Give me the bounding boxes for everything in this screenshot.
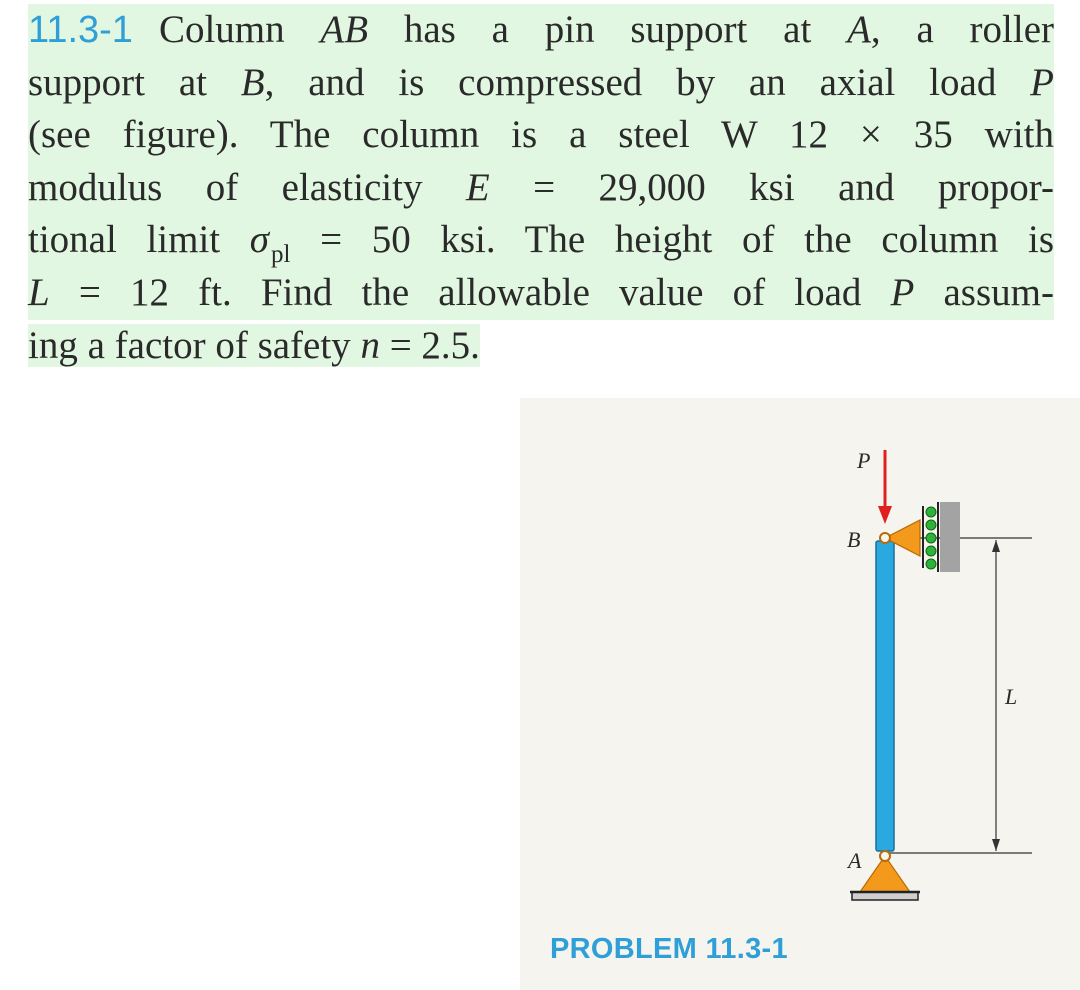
text-run: modulus of elasticity	[28, 165, 466, 209]
text-run: , a roller	[870, 8, 1055, 51]
variable: n	[360, 323, 380, 367]
problem-line-6-text	[28, 267, 1054, 320]
pin-a	[880, 851, 890, 861]
problem-line-7-text	[28, 324, 480, 367]
problem-figure	[520, 398, 1080, 990]
length-label: L	[1005, 684, 1018, 709]
roller-wall-shade	[940, 502, 960, 572]
column	[876, 541, 894, 851]
load-arrow-head	[878, 506, 892, 524]
dimension-arrow-top	[992, 540, 1000, 552]
problem-line-1	[28, 4, 1054, 57]
variable: σ	[249, 218, 270, 262]
subscript: pl	[271, 241, 291, 269]
problem-line-4	[28, 162, 1054, 215]
dimension-arrow-bottom	[992, 839, 1000, 851]
pin-b	[880, 533, 890, 543]
problem-line-2-text	[28, 57, 1054, 110]
support-b-label: B	[847, 527, 861, 552]
column-diagram	[520, 398, 1080, 990]
problem-line-2	[28, 57, 1054, 110]
problem-line-5	[28, 214, 1054, 267]
text-run: support at	[28, 60, 241, 104]
variable: E	[465, 165, 490, 209]
variable: P	[1030, 60, 1054, 104]
roller-5	[926, 559, 936, 569]
text-run: ing a factor of safety	[28, 323, 361, 367]
text-run: assum-	[914, 270, 1054, 314]
text-run: = 29,000 ksi and propor-	[489, 165, 1054, 209]
text-run: , and is compressed by an axial load	[264, 60, 1031, 104]
load-label: P	[857, 448, 871, 473]
text-run: (see figure). The column is a steel W 12 × 35 with	[28, 113, 1054, 157]
text-run: = 2.5.	[379, 323, 480, 367]
variable: L	[28, 270, 50, 314]
problem-line-3-text	[28, 109, 1054, 162]
problem-line-7	[28, 320, 1054, 373]
problem-number: 11.3-1	[28, 9, 133, 51]
problem-statement	[28, 4, 1054, 372]
roller-3	[926, 533, 936, 543]
variable: AB	[320, 8, 369, 51]
variable: B	[240, 60, 265, 104]
problem-line-4-text	[28, 162, 1054, 215]
figure-caption: PROBLEM 11.3-1	[550, 933, 788, 965]
problem-line-1-text	[159, 8, 1054, 51]
roller-1	[926, 507, 936, 517]
variable: A	[847, 8, 871, 51]
text-run: = 12 ft. Find the allowable value of load	[49, 270, 891, 314]
roller-2	[926, 520, 936, 530]
text-run: has a pin support at	[368, 8, 848, 51]
roller-4	[926, 546, 936, 556]
text-run: tional limit	[28, 218, 250, 262]
problem-line-3	[28, 109, 1054, 162]
text-run: Column	[158, 8, 321, 51]
problem-line-6	[28, 267, 1054, 320]
variable: P	[890, 270, 915, 314]
text-run: = 50 ksi. The height of the column is	[290, 218, 1055, 262]
problem-line-1-highlight	[28, 4, 1054, 57]
support-a-label: A	[848, 848, 862, 873]
problem-line-5-text	[28, 214, 1054, 272]
